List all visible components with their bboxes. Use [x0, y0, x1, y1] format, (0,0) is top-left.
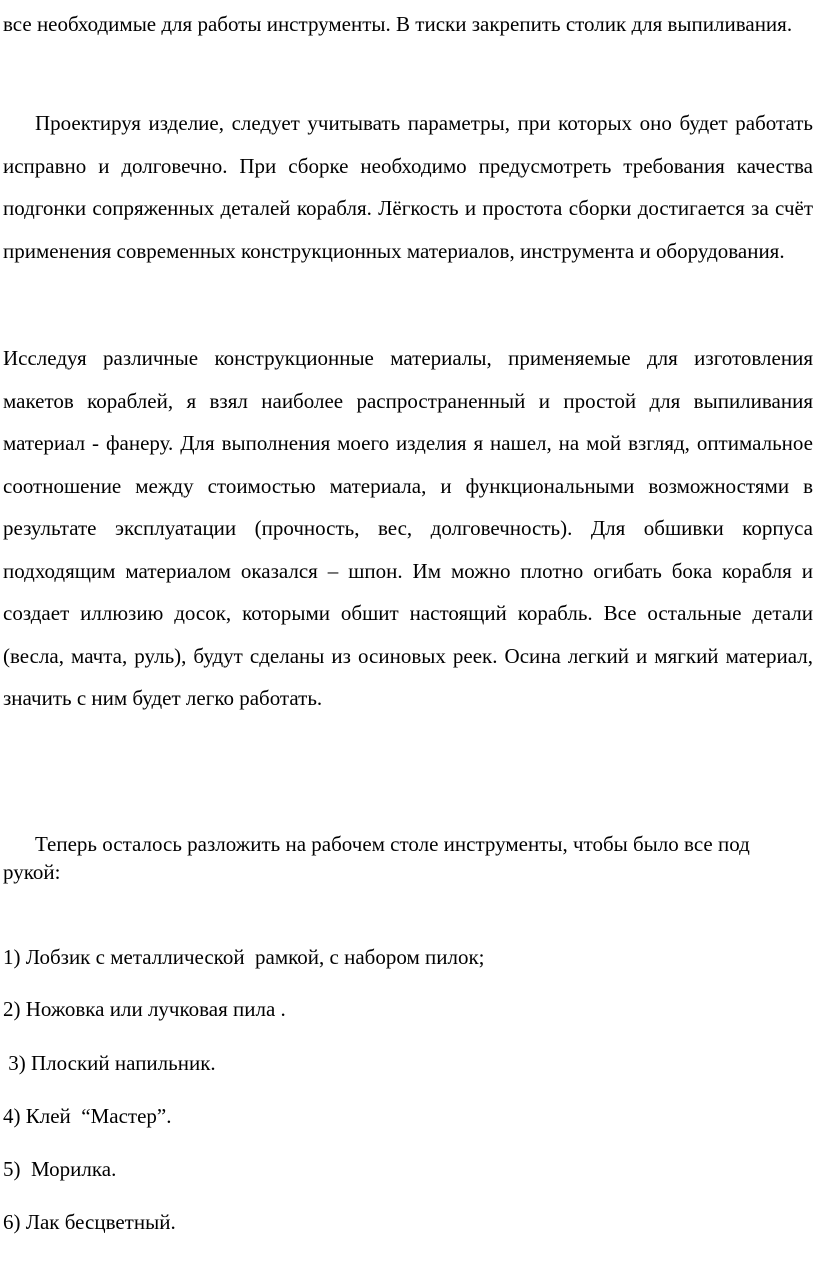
list-item: 6) Лак бесцветный.: [3, 1210, 176, 1234]
paragraph-continuation: все необходимые для работы инструменты. В тиски закрепить столик для выпиливания.: [3, 12, 793, 36]
list-item: 1) Лобзик с металлической рамкой, с набором пилок;: [3, 945, 485, 969]
list-item: 4) Клей “Мастер”.: [3, 1104, 172, 1128]
list-item: 5) Морилка.: [3, 1157, 117, 1181]
paragraph-tools-intro: Теперь осталось разложить на рабочем столе инструменты, чтобы было все под рукой:: [3, 832, 750, 884]
list-item: 3) Плоский напильник.: [3, 1051, 216, 1075]
list-item: 2) Ножовка или лучковая пила .: [3, 997, 286, 1021]
paragraph-design-requirements: Проектируя изделие, следует учитывать параметры, при которых оно будет работать исправно и долговечно. При сборке необходимо предусмотреть требования качества подгонки сопряженных деталей корабля. Лёгкость и простота сборки достигается за счёт применения современных конструкционных материалов, инструмента и оборудования.: [3, 111, 813, 263]
paragraph-materials: Исследуя различные конструкционные материалы, применяемые для изготовления макетов кораблей, я взял наиболее распространенный и простой для выпиливания материал - фанеру. Для выполнения моего изделия я нашел, на мой взгляд, оптимальное соотношение между стоимостью материала, и функциональными возможностями в результате эксплуатации (прочность, вес, долговечность). Для обшивки корпуса подходящим материалом оказался – шпон. Им можно плотно огибать бока корабля и создает иллюзию досок, которыми обшит настоящий корабль. Все остальные детали (весла, мачта, руль), будут сделаны из осиновых реек. Осина легкий и мягкий материал, значить с ним будет легко работать.: [3, 346, 813, 710]
